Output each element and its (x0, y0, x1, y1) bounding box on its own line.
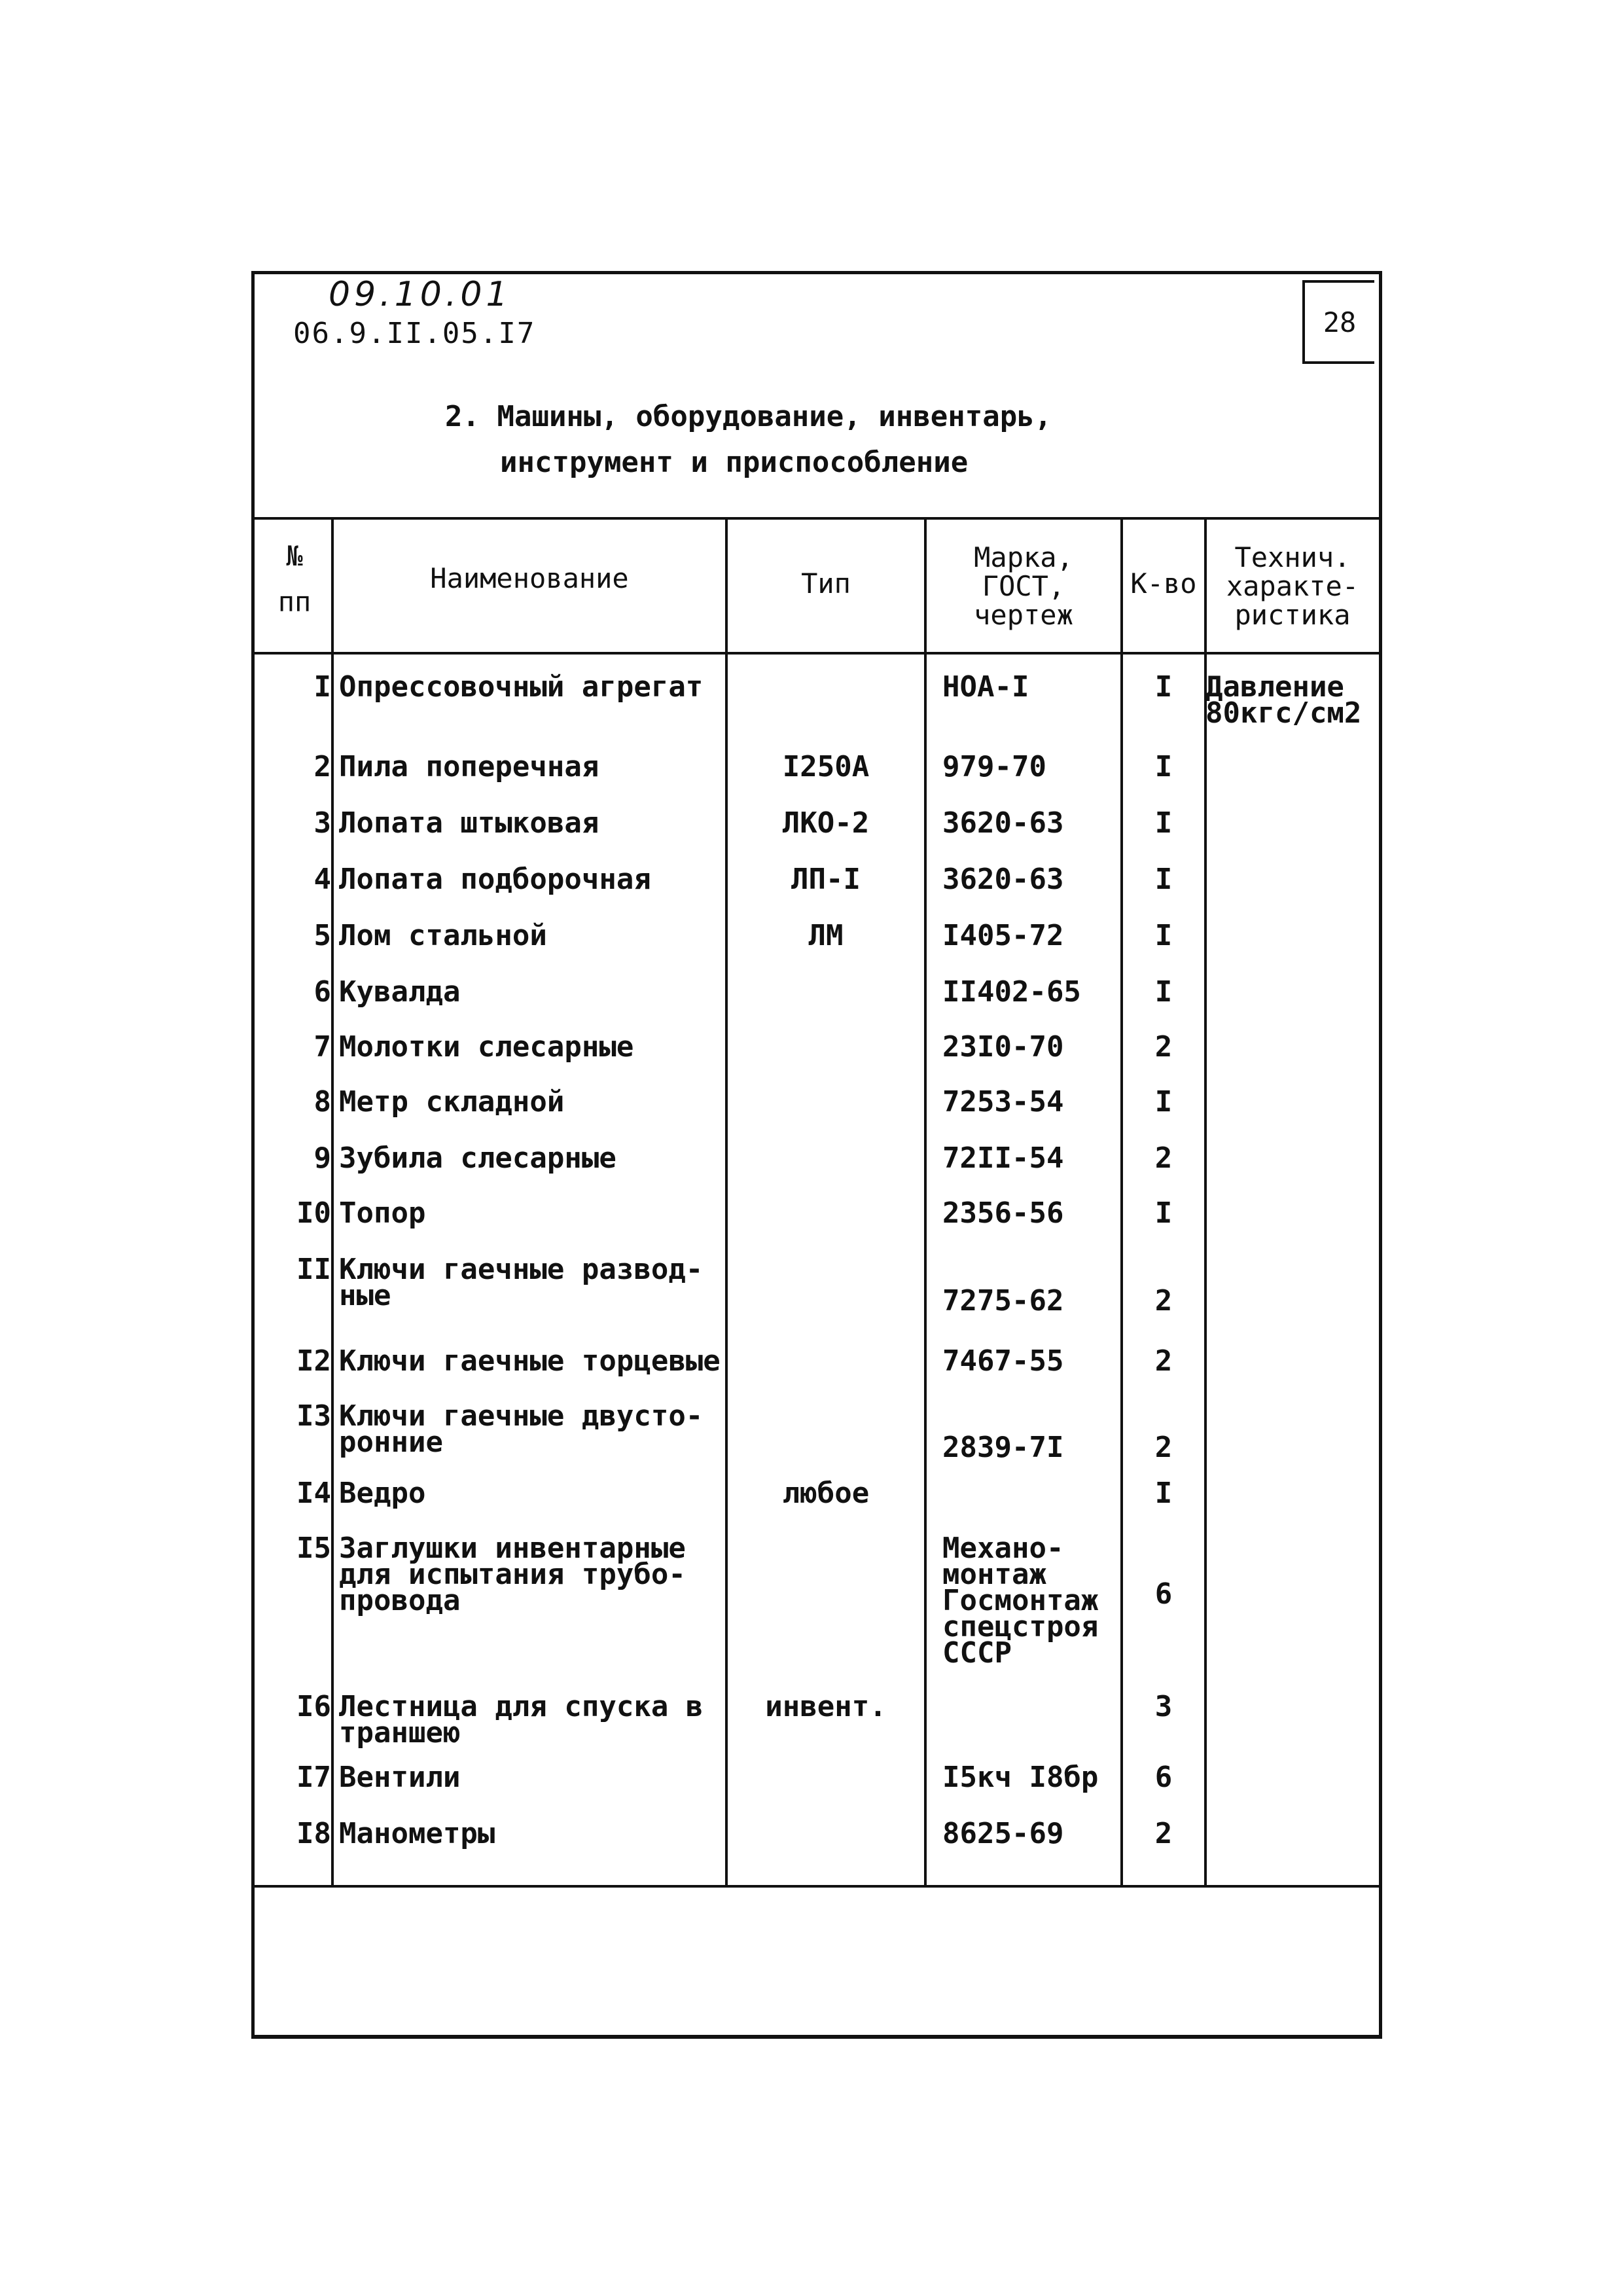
row-15-mark: Механо- (942, 1532, 1064, 1565)
row-10-name: Топор (339, 1196, 426, 1230)
row-14-type: любое (782, 1477, 870, 1510)
row-17-mark: I5кч I8бр (942, 1761, 1099, 1794)
row-18-num: I8 (296, 1817, 331, 1850)
row-6-qty: I (1154, 975, 1173, 1009)
row-7-qty: 2 (1154, 1030, 1173, 1064)
row-6-num: 6 (313, 975, 331, 1009)
row-12-name: Ключи гаечные торцевые (339, 1344, 721, 1378)
row-8-name: Метр складной (339, 1085, 565, 1119)
header-spec-line1: Технич. (1234, 541, 1351, 573)
row-5-qty: I (1154, 919, 1173, 952)
row-5-mark: I405-72 (942, 919, 1064, 952)
row-16-qty: 3 (1154, 1690, 1173, 1723)
row-8-qty: I (1154, 1085, 1173, 1119)
row-2-mark: 979-70 (942, 750, 1046, 783)
header-qty: К-во (1130, 567, 1197, 600)
row-17-num: I7 (296, 1761, 331, 1794)
row-1-num: I (313, 670, 331, 704)
row-15-name: провода (339, 1584, 461, 1617)
row-3-qty: I (1154, 806, 1173, 840)
row-16-type: инвент. (765, 1690, 887, 1723)
row-14-qty: I (1154, 1477, 1173, 1510)
row-17-qty: 6 (1154, 1761, 1173, 1794)
row-11-mark: 7275-62 (942, 1284, 1064, 1318)
row-12-mark: 7467-55 (942, 1344, 1064, 1378)
row-17-name: Вентили (339, 1761, 461, 1794)
table-top-border (254, 517, 1380, 520)
row-1-mark: НОА-I (942, 670, 1029, 704)
row-3-type: ЛКО-2 (782, 806, 870, 840)
row-15-mark: СССР (942, 1636, 1012, 1670)
row-6-mark: II402-65 (942, 975, 1081, 1009)
row-4-mark: 3620-63 (942, 863, 1064, 896)
row-13-name: Ключи гаечные двусто- (339, 1399, 704, 1433)
header-mark-line2: ГОСТ, (982, 570, 1065, 602)
row-4-name: Лопата подборочная (339, 863, 651, 896)
row-15-name: Заглушки инвентарные (339, 1532, 686, 1565)
row-2-name: Пила поперечная (339, 750, 599, 783)
row-15-name: для испытания трубо- (339, 1558, 686, 1591)
row-16-name: траншею (339, 1716, 461, 1749)
header-spec-line2: характе- (1226, 570, 1359, 602)
header-spec-line3: ристика (1234, 599, 1351, 631)
header-mark (927, 543, 1120, 630)
header-num (262, 542, 327, 617)
col-divider-1 (331, 518, 334, 1886)
row-1-spec: 80кгс/см2 (1205, 696, 1362, 730)
row-7-mark: 23I0-70 (942, 1030, 1064, 1064)
section-title-line1: 2. Машины, оборудование, инвентарь, (445, 400, 1052, 433)
row-14-num: I4 (296, 1477, 331, 1510)
header-name: Наименование (430, 562, 629, 594)
header-num-line1: № (286, 540, 303, 572)
header-mark-line1: Марка, (974, 541, 1073, 573)
row-1-spec: Давление (1205, 670, 1344, 704)
row-13-qty: 2 (1154, 1431, 1173, 1464)
row-11-num: II (296, 1253, 331, 1286)
row-3-num: 3 (313, 806, 331, 840)
row-15-mark: Госмонтаж (942, 1584, 1099, 1617)
row-2-qty: I (1154, 750, 1173, 783)
section-title-line2: инструмент и приспособление (500, 446, 969, 479)
row-15-mark: спецстроя (942, 1610, 1099, 1643)
row-13-name: ронние (339, 1426, 443, 1459)
row-12-qty: 2 (1154, 1344, 1173, 1378)
col-divider-2 (725, 518, 728, 1886)
row-2-type: I250А (782, 750, 870, 783)
row-18-name: Манометры (339, 1817, 495, 1850)
row-4-qty: I (1154, 863, 1173, 896)
row-1-name: Опрессовочный агрегат (339, 670, 704, 704)
header-type: Тип (801, 567, 851, 600)
row-6-name: Кувалда (339, 975, 461, 1009)
row-9-mark: 72II-54 (942, 1141, 1064, 1175)
row-1-qty: I (1154, 670, 1173, 704)
row-5-num: 5 (313, 919, 331, 952)
row-7-name: Молотки слесарные (339, 1030, 634, 1064)
row-13-mark: 2839-7I (942, 1431, 1064, 1464)
table-bottom-border (254, 1885, 1380, 1888)
row-8-mark: 7253-54 (942, 1085, 1064, 1119)
header-spec (1207, 543, 1378, 630)
row-4-type: ЛП-I (791, 863, 861, 896)
row-11-qty: 2 (1154, 1284, 1173, 1318)
row-3-name: Лопата штыковая (339, 806, 599, 840)
row-2-num: 2 (313, 750, 331, 783)
row-3-mark: 3620-63 (942, 806, 1064, 840)
row-9-num: 9 (313, 1141, 331, 1175)
row-12-num: I2 (296, 1344, 331, 1378)
row-15-qty: 6 (1154, 1577, 1173, 1611)
row-15-mark: монтаж (942, 1558, 1046, 1591)
row-9-qty: 2 (1154, 1141, 1173, 1175)
row-18-qty: 2 (1154, 1817, 1173, 1850)
row-9-name: Зубила слесарные (339, 1141, 616, 1175)
row-8-num: 8 (313, 1085, 331, 1119)
row-14-name: Ведро (339, 1477, 426, 1510)
row-5-type: ЛМ (808, 919, 844, 952)
row-10-qty: I (1154, 1196, 1173, 1230)
row-10-mark: 2356-56 (942, 1196, 1064, 1230)
handwritten-code: 09.10.01 (329, 275, 512, 314)
document-code: 06.9.II.05.I7 (293, 317, 536, 350)
header-num-line2: пп (277, 586, 312, 618)
row-11-name: ные (339, 1279, 391, 1312)
row-11-name: Ключи гаечные развод- (339, 1253, 704, 1286)
row-16-num: I6 (296, 1690, 331, 1723)
header-mark-line3: чертеж (974, 599, 1073, 631)
row-5-name: Лом стальной (339, 919, 547, 952)
row-4-num: 4 (313, 863, 331, 896)
row-10-num: I0 (296, 1196, 331, 1230)
row-18-mark: 8625-69 (942, 1817, 1064, 1850)
section-title (445, 394, 1052, 486)
row-16-name: Лестница для спуска в (339, 1690, 704, 1723)
row-13-num: I3 (296, 1399, 331, 1433)
col-divider-3 (924, 518, 927, 1886)
page-number: 28 (1302, 280, 1374, 364)
row-15-num: I5 (296, 1532, 331, 1565)
row-7-num: 7 (313, 1030, 331, 1064)
table-header-border (254, 652, 1380, 655)
